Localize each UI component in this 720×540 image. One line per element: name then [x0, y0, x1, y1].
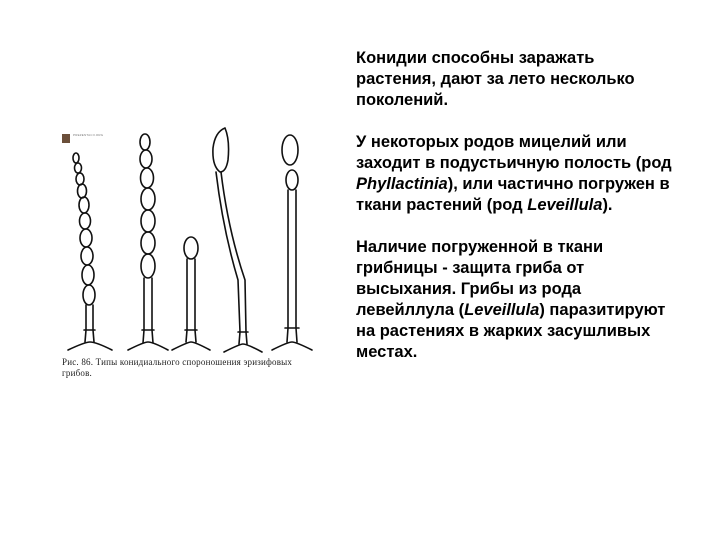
- paragraph-mycelium: [356, 132, 676, 216]
- caption-prefix: Рис. 86.: [62, 357, 94, 367]
- genus-leveillula: Leveillula: [527, 196, 603, 214]
- genus-phyllactinia: Phyllactinia: [356, 175, 448, 193]
- watermark-stamp: [62, 134, 102, 144]
- caption-text: Типы конидиального спороношения эризифовых грибов.: [62, 357, 293, 378]
- stamp-logo-icon: [62, 134, 70, 143]
- paragraph-1-text: Конидии способны заражать растения, дают за лето несколько поколений.: [356, 49, 635, 109]
- genus-leveillula-2: Leveillula: [464, 301, 540, 319]
- conidiophore-short: [172, 237, 210, 350]
- text-block: [356, 48, 676, 384]
- stamp-text: PREZENTACII.ORG: [73, 134, 103, 137]
- paragraph-3-part-b: ) паразитируют на растениях в жарких засушливых местах.: [356, 301, 666, 361]
- paragraph-2-part-a: У некоторых родов мицелий или заходит в подустьичную полость (род: [356, 133, 672, 172]
- paragraph-2-part-c: ).: [602, 196, 613, 214]
- conidiophore-leveillula: [272, 135, 312, 350]
- paragraph-2-part-b: ), или частично погружен в ткани растений (род: [356, 175, 670, 214]
- conidiophore-chain-2: [128, 134, 168, 350]
- conidiophore-figure: [40, 120, 340, 420]
- paragraph-protection: [356, 237, 676, 363]
- paragraph-conidia: [356, 48, 676, 111]
- conidiophore-phyllactinia: [213, 128, 262, 352]
- paragraph-3-part-a: Наличие погруженной в ткани грибницы - защита гриба от высыхания. Грибы из рода левейллула (: [356, 238, 604, 319]
- figure-caption: [62, 357, 324, 379]
- conidiophore-chain-1: [68, 153, 112, 350]
